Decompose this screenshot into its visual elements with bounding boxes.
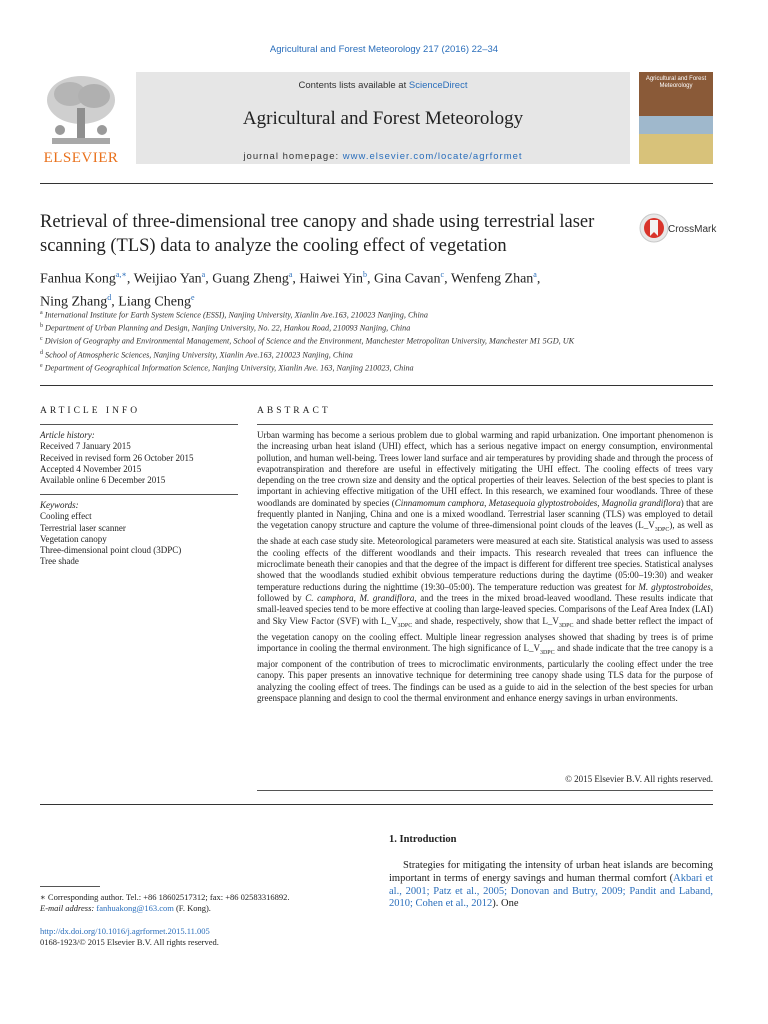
- article-history: [40, 430, 238, 486]
- header-divider: [40, 183, 713, 184]
- homepage-link[interactable]: www.elsevier.com/locate/agrformet: [342, 151, 523, 162]
- section-heading-introduction: 1. Introduction: [389, 834, 457, 845]
- homepage-line: [136, 151, 630, 162]
- keyword: Cooling effect: [40, 511, 92, 522]
- abstract-text: Urban warming has become a serious problem due to global warming and rapid urbanization. One important phenomenon is the increasing urban heat island (UHI) effect, which has a serious negative impact on energy consumption, environmental pollution, and human well-being. Trees lower land surface and air temperatures by providing shade and through the process of evapotranspiration and therefore are useful in effectively mitigating the UHI effect. The cooling effects of trees vary depending on the tree crown size and density and the optical properties of their leaves. Selection of the best species to plant is important in achieving effective mitigation of the UHI effect. In this research, we examined four woodlands. Three of these woodlands are dominated by species (Cinnamomum camphora, Metasequoia glyptostroboides, Magnolia grandiflora) that are frequently planted in Nanjing, China and one is a mixed woodland. Terrestrial laser scanning (TLS) was employed to detail the vegetation canopy structure and capture the volume of three-dimensional point clouds of the leaves $(L\_V_{3DPC})$, as well as the shade at each case study site. Meteorological parameters were measured at each site. Statistical analysis was used to assess the cooling effects of the different woodlands and their impacts. This research revealed that trees can influence the microclimate beneath their canopies and that the degree of the impact is different for different tree species. Statistical analyses showed that the woodlands studied exhibit obvious temperature reductions during the daytime (05:00–19:30) and weaker temperature reductions during the nighttime (19:30–05:00). The temperature reduction was greatest for M. glyptostroboides, followed by C. camphora, M. grandiflora, and the trees in the mixed broad-leaved woodland. These results indicate that small-leaved species tend to be more effective at cooling than large-leaved species. Comparisons of the Leaf Area Index (LAI) and Sky View Factor (SVF) with $L\_V_{3DPC}$ and shade, respectively, show that $L\_V_{3DPC}$ and shade better reflect the impact of the vegetation canopy on the cooling effect. Multiple linear regression analyses showed that shading by trees is of prime importance in cooling the thermal environment. The high significance of $L\_V_{3DPC}$ and shade indicate that the tree canopy is a major component of the contribution of trees to microclimatic environments, particularly the cooling effect under the tree canopy. This paper presents an innovative technique for determining tree canopy shade using TLS data for the purpose of analyzing the cooling effect of trees. The findings can be used as a guide to aid in the selection of the best species for urban greenspace planning and design to cool the thermal environment and enhance energy savings in urban environments.: [257, 430, 714, 703]
- corresponding-author-footnote: ∗ Corresponding author. Tel.: +86 18602517312; fax: +86 02583316892. E-mail address: fanhuakong@163.com (F. Kong).: [40, 892, 360, 914]
- paper-title: Retrieval of three-dimensional tree canopy and shade using terrestrial laser scanning (TLS) data to analyze the cooling effect of vegetation: [40, 212, 595, 256]
- issn-line: 0168-1923/© 2015 Elsevier B.V. All rights reserved.: [40, 937, 219, 947]
- crossmark-icon: [639, 212, 669, 244]
- email-link[interactable]: fanhuakong@163.com: [96, 903, 174, 913]
- email-label: E-mail address:: [40, 903, 97, 913]
- introduction-paragraph: Strategies for mitigating the intensity of urban heat islands are becoming important in terms of energy savings and human thermal comfort (Akbari et al., 2001; Patz et al., 2005; Donovan and Butry, 2009; Pandit and Laband, 2010; Cohen et al., 2012). One: [389, 860, 713, 910]
- affiliation: $^a$ International Institute for Earth System Science (ESSI), Nanjing University, Xianlin Ave.163, 210023 Nanjing, China: [40, 310, 428, 320]
- author-list: Fanhua Kong$^{a,∗}$, Weijiao Yan$^a$, Guang Zheng$^a$, Haiwei Yin$^b$, Gina Cavan$^c$, Wenfeng Zhan$^a$, Ning Zhang$^d$, Liang Cheng$^e$: [40, 270, 541, 310]
- author-affiliation-mark[interactable]: a,∗: [115, 270, 127, 279]
- author-affiliation-mark[interactable]: c: [440, 270, 445, 279]
- tree-icon: [40, 72, 122, 150]
- author-affiliation-mark[interactable]: e: [190, 292, 195, 302]
- doi-block: [40, 926, 360, 948]
- author-affiliation-mark[interactable]: d: [107, 292, 112, 302]
- author[interactable]: Weijiao Yan: [133, 271, 202, 287]
- keywords: [40, 500, 238, 568]
- footnote-divider: [40, 886, 100, 887]
- journal-reference-link[interactable]: Agricultural and Forest Meteorology 217 (2016) 22–34: [269, 44, 499, 55]
- abstract-end-divider: [257, 790, 713, 791]
- author[interactable]: Gina Cavan: [374, 271, 441, 287]
- title-divider: [40, 385, 713, 386]
- affiliation: $^b$ Department of Urban Planning and Design, Nanjing University, No. 22, Hankou Road, 210093 Nanjing, China: [40, 323, 411, 333]
- author-affiliation-mark[interactable]: a: [533, 270, 537, 279]
- author[interactable]: Ning Zhang: [40, 294, 108, 310]
- article-info-divider: [40, 424, 238, 425]
- history-item: Received 7 January 2015: [40, 441, 131, 452]
- elsevier-wordmark: ELSEVIER: [43, 150, 119, 166]
- affiliation-list: [40, 308, 680, 374]
- keyword: Terrestrial laser scanner: [40, 522, 126, 533]
- abstract-divider: [257, 424, 713, 425]
- author-affiliation-mark[interactable]: a: [288, 270, 293, 279]
- sciencedirect-link[interactable]: ScienceDirect: [408, 80, 468, 91]
- author[interactable]: Wenfeng Zhan: [450, 271, 534, 287]
- author[interactable]: Fanhua Kong: [40, 271, 116, 287]
- affiliation: $^d$ School of Atmospheric Sciences, Nanjing University, Xianlin Ave.163, 210023 Nanjing, China: [40, 349, 353, 360]
- contents-line: [136, 80, 630, 91]
- front-matter-divider: [40, 804, 713, 805]
- keyword: Three-dimensional point cloud (3DPC): [40, 545, 182, 556]
- corresponding-author: ∗ Corresponding author. Tel.: +86 18602517312; fax: +86 02583316892.: [40, 892, 290, 902]
- crossmark-label[interactable]: CrossMark: [668, 224, 717, 235]
- author-affiliation-mark[interactable]: a: [201, 270, 206, 279]
- affiliation: $^c$ Division of Geography and Environmental Management, School of Science and the Environment, Manchester Metropolitan University, Manchester M1 5GD, UK: [40, 336, 575, 347]
- history-item: Available online 6 December 2015: [40, 475, 166, 486]
- keyword: Tree shade: [40, 556, 79, 567]
- homepage-prefix: journal homepage:: [243, 151, 343, 162]
- citation-links[interactable]: Akbari et al., 2001; Patz et al., 2005; Donovan and Butry, 2009; Pandit and Laband, 2010; Cohen et al., 2012: [389, 872, 713, 910]
- author-affiliation-mark[interactable]: b: [363, 270, 368, 279]
- keywords-divider: [40, 494, 238, 495]
- abstract-heading: ABSTRACT: [257, 406, 331, 416]
- article-info-heading: ARTICLE INFO: [40, 406, 141, 416]
- history-label: Article history:: [40, 430, 95, 440]
- author[interactable]: Liang Cheng: [118, 294, 191, 310]
- affiliation: $^e$ Department of Geographical Information Science, Nanjing University, Xianlin Ave. 163, Nanjing 210023, China: [40, 362, 414, 373]
- author[interactable]: Guang Zheng: [212, 271, 289, 287]
- author[interactable]: Haiwei Yin: [299, 271, 364, 287]
- contents-prefix: Contents lists available at: [298, 80, 409, 91]
- journal-cover-image[interactable]: [639, 72, 713, 164]
- keyword: Vegetation canopy: [40, 533, 107, 544]
- cover-title: Agricultural and Forest Meteorology: [645, 76, 707, 89]
- doi-link[interactable]: http://dx.doi.org/10.1016/j.agrformet.2015.11.005: [40, 926, 210, 936]
- history-item: Received in revised form 26 October 2015: [40, 452, 194, 463]
- journal-title: Agricultural and Forest Meteorology: [242, 108, 524, 129]
- abstract-copyright: © 2015 Elsevier B.V. All rights reserved.: [565, 774, 713, 784]
- keywords-label: Keywords:: [40, 500, 79, 510]
- history-item: Accepted 4 November 2015: [40, 463, 142, 474]
